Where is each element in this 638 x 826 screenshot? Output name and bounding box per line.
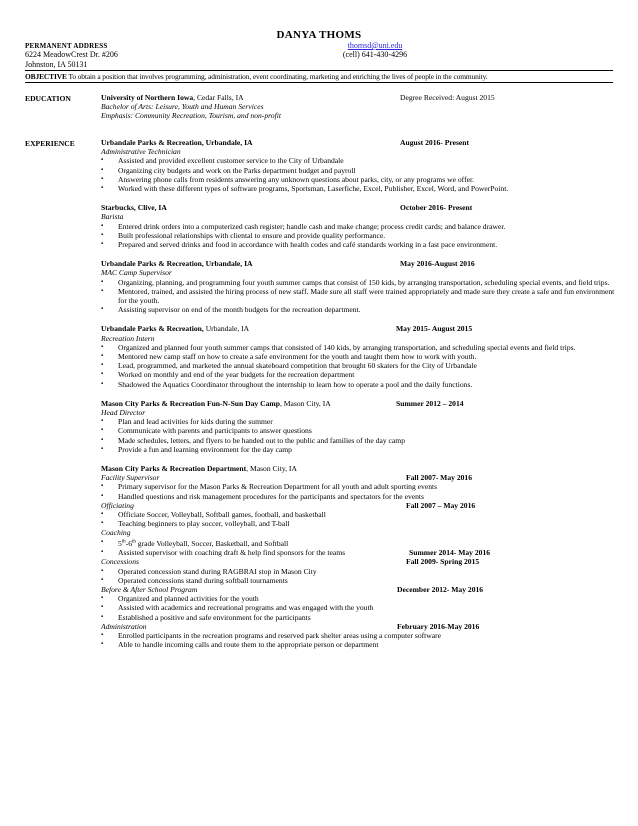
job-header: [101, 203, 621, 212]
objective-line: [25, 72, 487, 81]
bullet-text: 5th-6th grade Volleyball, Soccer, Basketball, and Softball: [118, 539, 289, 549]
role-title: Coaching: [101, 528, 131, 538]
bullet-icon: ▪: [101, 157, 104, 164]
bullet-icon: ▪: [101, 604, 104, 611]
employer-name: Urbandale Parks & Recreation, Urbandale, IA: [101, 259, 253, 269]
street-address: 6224 MeadowCrest Dr. #206: [25, 50, 118, 59]
bullet-text: Assisting supervisor on end of the month budgets for the recreation department.: [118, 305, 361, 315]
bullet-text: Organized and planned four youth summer camps that consisted of 140 kids, by arranging transportation, and scheduling special events and field trips.: [118, 342, 576, 352]
entry-spacer: [101, 314, 621, 324]
job-header: [101, 138, 621, 147]
entry-spacer: [101, 454, 621, 464]
employer-name: Mason City Parks & Recreation Department: [101, 463, 247, 473]
bullet-icon: ▪: [101, 240, 104, 247]
bullet-text: Operated concession stand during RAGBRAI stop in Mason City: [118, 566, 317, 576]
role-dates: December 2012- May 2016: [397, 585, 484, 595]
bullet-text: Organizing city budgets and work on the Parks department budget and payroll: [118, 165, 356, 175]
role-title: Before & After School Program: [101, 585, 198, 595]
bullet-text: Made schedules, letters, and flyers to be handed out to the public and families of the day camp: [118, 435, 405, 445]
bullet-icon: ▪: [101, 166, 104, 173]
education-heading: EDUCATION: [25, 94, 71, 103]
bullet-icon: ▪: [101, 538, 104, 545]
job-entry: [101, 324, 621, 398]
role-header: [101, 501, 621, 510]
employer-name: Urbandale Parks & Recreation,: [101, 324, 204, 334]
role-header: [101, 528, 621, 537]
experience-heading: EXPERIENCE: [25, 139, 75, 148]
bullet-text: Mentored, trained, and assisted the hiring process of new staff. Made sure all staff were trained appropriately and made sure they create a safe and fun environment for the youth.: [118, 286, 615, 305]
role-title: Concessions: [101, 557, 139, 567]
bullet-icon: ▪: [101, 371, 104, 378]
role-header: [101, 473, 621, 482]
bullet-text: Lead, programmed, and marketed the annual skateboard competition that brought 60 skaters for the City of Urbandale: [118, 361, 477, 371]
employer-location: , Mason City, IA: [279, 398, 331, 408]
job-header: [101, 259, 621, 268]
bullet-item: [101, 567, 621, 576]
bullet-item: [101, 305, 621, 314]
bullet-item: [101, 594, 621, 603]
bullet-item: [101, 231, 621, 240]
bullet-item: [101, 426, 621, 435]
bullet-text: Provide a fun and learning environment for the day camp: [118, 444, 292, 454]
job-dates: October 2016- Present: [400, 203, 473, 213]
bullet-item: [101, 603, 621, 612]
bullet-text: Established a positive and safe environment for the participants: [118, 612, 311, 622]
bullet-item: [101, 548, 621, 557]
bullet-item: [101, 640, 621, 649]
experience-section: [101, 138, 621, 649]
bullet-item: [101, 166, 621, 175]
employer-name: Mason City Parks & Recreation Fun-N-Sun Day Camp: [101, 398, 280, 408]
bullet-icon: ▪: [101, 595, 104, 602]
role-dates: Fall 2007- May 2016: [406, 473, 473, 483]
school-location: , Cedar Falls, IA: [193, 93, 244, 102]
permanent-address-label: PERMANENT ADDRESS: [25, 42, 108, 50]
bullet-text: Plan and lead activities for kids during the summer: [118, 417, 273, 427]
bullet-item: [101, 278, 621, 287]
role-dates: Fall 2007 – May 2016: [406, 500, 476, 510]
role-dates: Fall 2009- Spring 2015: [406, 557, 480, 567]
employer-name: Urbandale Parks & Recreation, Urbandale, IA: [101, 138, 253, 147]
bullet-icon: ▪: [101, 380, 104, 387]
bullet-text: Handled questions and risk management procedures for the participants and spectators for the events: [118, 491, 424, 501]
bullet-text: Shadowed the Aquatics Coordinator throughout the internship to learn how to operate a pool and the daily functions.: [118, 379, 473, 389]
bullet-item: [101, 436, 621, 445]
role-header: [101, 585, 621, 594]
bullet-text: Answering phone calls from residents answering any unknown questions about parks, city, or any programs we offer.: [118, 174, 474, 184]
objective-divider: [25, 82, 613, 83]
role-title: Officiating: [101, 500, 134, 510]
bullet-item: [101, 538, 621, 549]
bullet-icon: ▪: [101, 362, 104, 369]
bullet-item: [101, 175, 621, 184]
degree-name: Bachelor of Arts: Leisure, Youth and Human Services: [101, 102, 264, 112]
bullet-text: Assisted with academics and recreational programs and was engaged with the youth: [118, 603, 374, 613]
bullet-item: [101, 492, 621, 501]
role-header: [101, 622, 621, 631]
school-name: University of Northern Iowa: [101, 93, 194, 102]
superscript: th: [121, 539, 126, 545]
role-title: Administration: [101, 621, 147, 631]
bullet-item: [101, 222, 621, 231]
bullet-text: Communicate with parents and participants to answer questions: [118, 426, 312, 436]
bullet-item: [101, 380, 621, 389]
job-title: Recreation Intern: [101, 333, 155, 343]
bullet-icon: ▪: [101, 306, 104, 313]
entry-spacer: [101, 389, 621, 399]
bullet-icon: ▪: [101, 567, 104, 574]
role-dates: Summer 2014- May 2016: [409, 548, 491, 558]
superscript: th: [132, 539, 136, 545]
job-entry: [101, 259, 621, 324]
role-header: [101, 557, 621, 566]
bullet-icon: ▪: [101, 427, 104, 434]
job-entry: [101, 203, 621, 259]
bullet-item: [101, 361, 621, 370]
bullet-icon: ▪: [101, 231, 104, 238]
bullet-text: Organized and planned activities for the youth: [118, 594, 259, 604]
bullet-item: [101, 352, 621, 361]
job-entry: [101, 138, 621, 203]
bullet-item: [101, 482, 621, 491]
bullet-icon: ▪: [101, 184, 104, 191]
bullet-text: Teaching beginners to play soccer, volleyball, and T-ball: [118, 519, 290, 529]
bullet-icon: ▪: [101, 549, 104, 556]
bullet-text: Entered drink orders into a computerized cash register; handle cash and make change; process credit cards; and balance drawer.: [118, 221, 506, 231]
bullet-icon: ▪: [101, 520, 104, 527]
bullet-item: [101, 576, 621, 585]
bullet-icon: ▪: [101, 492, 104, 499]
job-dates: May 2016-August 2016: [400, 259, 475, 269]
job-dates: Summer 2012 – 2014: [396, 398, 464, 408]
bullet-text: Primary supervisor for the Mason Parks & Recreation Department for all youth and adult sporting events: [118, 482, 438, 492]
bullet-item: [101, 370, 621, 379]
entry-spacer: [101, 193, 621, 203]
bullet-icon: ▪: [101, 613, 104, 620]
bullet-item: [101, 417, 621, 426]
candidate-name: DANYA THOMS: [276, 29, 362, 41]
bullet-icon: ▪: [101, 436, 104, 443]
bullet-item: [101, 613, 621, 622]
job-entry-mason: [101, 464, 621, 649]
bullet-icon: ▪: [101, 352, 104, 359]
email-link[interactable]: thomsd@uni.edu: [347, 41, 403, 50]
bullet-item: [101, 343, 621, 352]
bullet-icon: ▪: [101, 175, 104, 182]
bullet-text: Mentored new camp staff on how to create a safe environment for the youth and taught them how to work with youth.: [118, 351, 477, 361]
bullet-text: Enrolled participants in the recreation programs and reserved park shelter areas using a computer software: [118, 631, 442, 641]
bullet-item: [101, 156, 621, 165]
job-header: [101, 324, 621, 333]
job-title: MAC Camp Supervisor: [101, 268, 172, 278]
job-title: Head Director: [101, 407, 146, 417]
bullet-icon: ▪: [101, 287, 104, 294]
bullet-icon: ▪: [101, 483, 104, 490]
bullet-item: [101, 631, 621, 640]
bullet-text: Operated concessions stand during softball tournaments: [118, 575, 288, 585]
bullet-item: [101, 445, 621, 454]
bullet-item: [101, 287, 621, 305]
entry-spacer: [101, 249, 621, 259]
city-state-zip: Johnston, IA 50131: [25, 60, 88, 69]
bullet-item: [101, 240, 621, 249]
job-dates: May 2015- August 2015: [396, 324, 473, 334]
job-dates: August 2016- Present: [400, 138, 470, 147]
degree-received: Degree Received: August 2015: [400, 93, 495, 102]
header-divider: [25, 70, 613, 71]
bullet-icon: ▪: [101, 632, 104, 639]
employer-location: , Mason City, IA: [246, 463, 297, 473]
bullet-text: Able to handle incoming calls and route them to the appropriate person or department: [118, 640, 379, 650]
bullet-icon: ▪: [101, 445, 104, 452]
role-dates: February 2016-May 2016: [397, 621, 480, 631]
bullet-icon: ▪: [101, 222, 104, 229]
job-title: Administrative Technician: [101, 147, 181, 157]
bullet-text: Assisted supervisor with coaching draft & help find sponsors for the teams: [118, 548, 346, 558]
bullet-item: [101, 184, 621, 193]
job-header: [101, 464, 621, 473]
bullet-item: [101, 519, 621, 528]
bullet-icon: ▪: [101, 510, 104, 517]
bullet-text: Assisted and provided excellent customer service to the City of Urbandale: [118, 156, 344, 166]
employer-name: Starbucks, Clive, IA: [101, 203, 167, 213]
job-header: [101, 399, 621, 408]
bullet-text: Worked on monthly and end of the year budgets for the recreation department: [118, 370, 355, 380]
bullet-icon: ▪: [101, 418, 104, 425]
degree-emphasis: Emphasis: Community Recreation, Tourism, and non-profit: [101, 111, 281, 121]
role-title: Facility Supervisor: [101, 473, 160, 483]
employer-location: Urbandale, IA: [203, 324, 250, 334]
job-entry: [101, 399, 621, 464]
bullet-icon: ▪: [101, 576, 104, 583]
objective-label: OBJECTIVE: [25, 72, 67, 81]
bullet-item: [101, 510, 621, 519]
phone-number: (cell) 641-430-4296: [342, 50, 408, 59]
bullet-text: Prepared and served drinks and food in accordance with health codes and café standards working in a fast pace environment.: [118, 239, 498, 249]
bullet-text: Officiate Soccer, Volleyball, Softball games, football, and basketball: [118, 509, 326, 519]
objective-text: To obtain a position that involves programming, administration, event coordinating, marketing and enriching the lives of people in the community.: [68, 72, 488, 81]
bullet-icon: ▪: [101, 278, 104, 285]
education-section: [101, 93, 621, 121]
bullet-icon: ▪: [101, 343, 104, 350]
bullet-text: Organizing, planning, and programming four youth summer camps that consist of 150 kids, by arranging transportation, scheduling special events, and field trips.: [118, 277, 610, 287]
bullet-text: Built professional relationships with cliental to ensure and provide quality performance.: [118, 230, 386, 240]
bullet-text: Worked with these different types of software programs, Sportsman, Laserfiche, Excel, Publisher, Excel, Word, and PowerPoint.: [118, 183, 509, 193]
bullet-icon: ▪: [101, 641, 104, 648]
job-title: Barista: [101, 212, 124, 222]
